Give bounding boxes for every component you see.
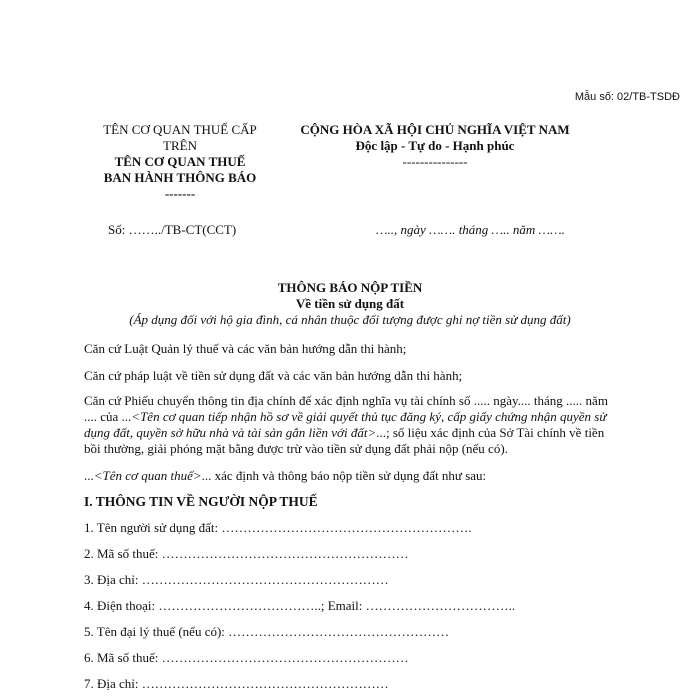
authority-line-3: TÊN CƠ QUAN THUẾ	[114, 154, 246, 169]
field-tax-agent-name: 5. Tên đại lý thuế (nếu có): ……………………………………………	[84, 624, 450, 639]
authority-divider: -------	[164, 186, 196, 201]
field-tax-code: 2. Mã số thuế: …………………………………………………	[84, 546, 409, 561]
authority-line-2: TRÊN	[163, 138, 197, 153]
field-agent-tax-code: 6. Mã số thuế: …………………………………………………	[84, 650, 409, 665]
motto-divider: ---------------	[402, 154, 468, 169]
paragraph-legal-basis-2: Căn cứ pháp luật về tiền sử dụng đất và các văn bản hướng dẫn thi hành;	[84, 368, 463, 383]
motto: Độc lập - Tự do - Hạnh phúc	[355, 138, 515, 153]
field-address: 3. Địa chỉ: …………………………………………………	[84, 572, 389, 587]
p3-placeholder: <Tên cơ quan tiếp nhận hồ sơ về giải quyết thủ tục đăng ký, cấp giấy chứng nhận quyền sử dụng đất, quyền sở hữu nhà và tài sản gắn liền với đất>	[84, 409, 607, 440]
country-name: CỘNG HÒA XÃ HỘI CHỦ NGHĨA VIỆT NAM	[300, 122, 570, 137]
authority-line-1: TÊN CƠ QUAN THUẾ CẤP	[103, 122, 257, 137]
national-motto-header	[270, 122, 600, 170]
document-number: Số: ……../TB-CT(CCT)	[108, 222, 237, 237]
paragraph-determination	[84, 468, 614, 484]
form-code: Mẫu số: 02/TB-TSDĐ	[574, 91, 680, 103]
document-scope-note: (Áp dụng đối với hộ gia đình, cá nhân thuộc đối tượng được ghi nợ tiền sử dụng đất)	[129, 312, 571, 327]
p4-placeholder: <Tên cơ quan thuế>	[93, 468, 202, 483]
paragraph-legal-basis-3	[84, 393, 614, 457]
section-taxpayer-info: I. THÔNG TIN VỀ NGƯỜI NỘP THUẾ	[84, 494, 318, 509]
document-title: THÔNG BÁO NỘP TIỀN	[277, 280, 423, 295]
paragraph-legal-basis-1: Căn cứ Luật Quản lý thuế và các văn bản hướng dẫn thi hành;	[84, 341, 407, 356]
field-land-user-name: 1. Tên người sử dụng đất: ………………………………………………….	[84, 520, 472, 535]
p3-text-c: ...; số liệu xác định của Sở Tài chính về tiền bồi thường, giải phóng mặt bằng được trừ vào tiền sử dụng đất phải nộp (nếu có).	[84, 425, 605, 456]
field-phone-email: 4. Điện thoại: ………………………………..; Email: ……………………………..	[84, 598, 516, 613]
field-agent-address: 7. Địa chỉ: …………………………………………………	[84, 676, 389, 691]
authority-line-4: BAN HÀNH THÔNG BÁO	[103, 170, 257, 185]
p4-text-c: ... xác định và thông báo nộp tiền sử dụng đất như sau:	[201, 468, 487, 483]
document-subtitle: Về tiền sử dụng đất	[295, 296, 405, 311]
p3-text-a: Căn cứ Phiếu chuyển thông tin địa chính để xác định nghĩa vụ tài chính số ..... ngày.... tháng ..... năm .... của ...	[84, 393, 608, 424]
document-title-block	[0, 280, 700, 328]
document-date: ….., ngày ……. tháng ….. năm …….	[376, 222, 565, 237]
p4-text-a: ...	[84, 468, 94, 483]
issuing-authority-header	[85, 122, 275, 202]
